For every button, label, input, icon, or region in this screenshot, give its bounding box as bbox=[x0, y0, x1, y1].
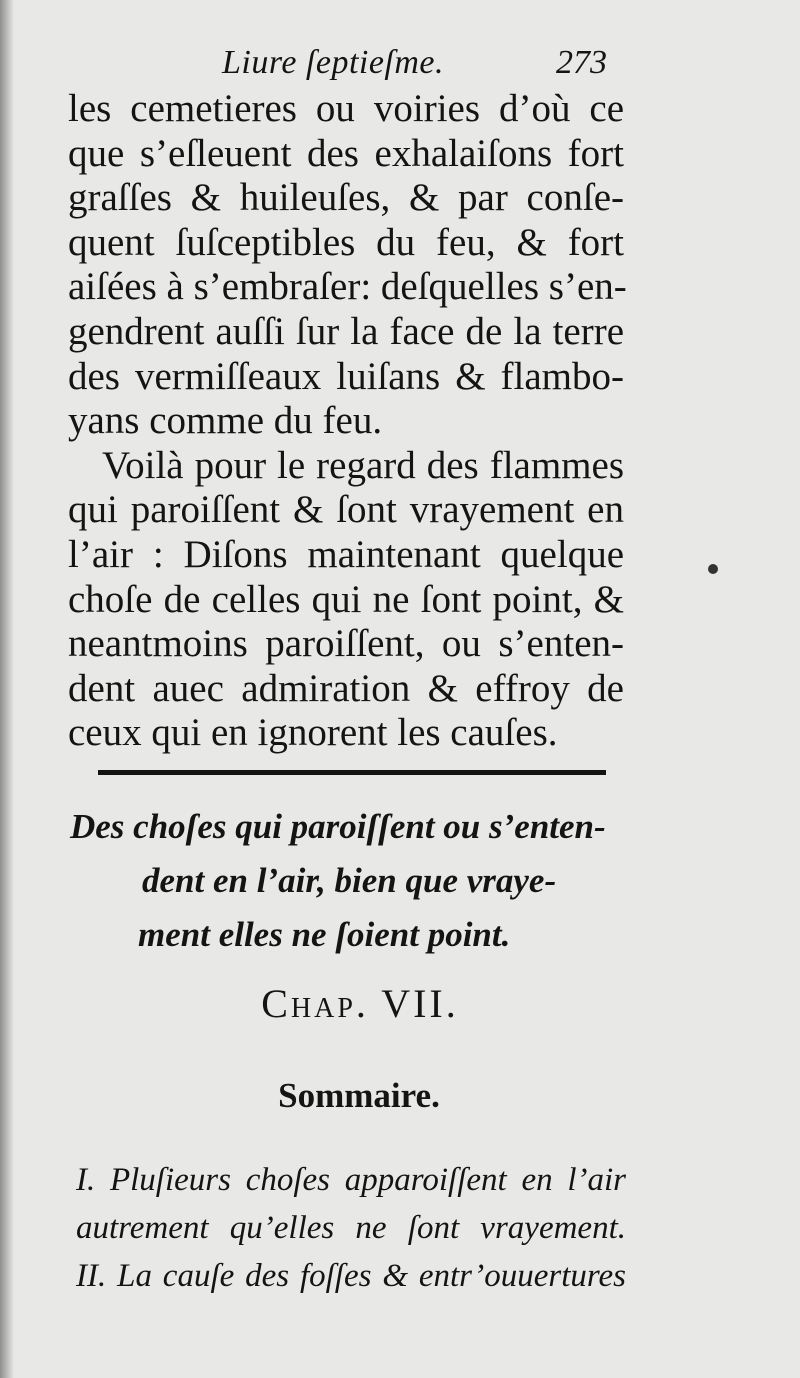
text-line: dent auec admiration & effroy de bbox=[68, 666, 624, 710]
text-line: l’air : Diſons maintenant quelque bbox=[68, 532, 624, 576]
text-line: graſſes & huileuſes, & par conſe- bbox=[68, 176, 624, 220]
body-text bbox=[68, 87, 627, 756]
chapter-title bbox=[70, 800, 630, 962]
chapter-heading-prefix: Chap. bbox=[261, 981, 369, 1026]
summary-line: I. Pluſieurs choſes apparoiſſent en l’air bbox=[76, 1162, 626, 1198]
text-line: Voilà pour le regard des flammes bbox=[102, 443, 624, 487]
text-line: aiſées à s’embraſer: deſquelles s’en- bbox=[68, 265, 627, 309]
text-line: ceux qui en ignorent les cauſes. bbox=[68, 711, 558, 755]
running-title: Liure ſeptieſme. bbox=[222, 44, 445, 81]
summary-line: autrement qu’elles ne ſont vrayement. bbox=[76, 1210, 626, 1246]
text-line: neantmoins paroiſſent, ou s’enten- bbox=[68, 622, 624, 666]
page-number: 273 bbox=[556, 44, 607, 81]
text-line: choſe de celles qui ne ſont point, & bbox=[68, 577, 624, 621]
text-line: yans comme du feu. bbox=[68, 399, 383, 443]
sommaire-heading: Sommaire. bbox=[278, 1076, 440, 1115]
text-line: qui paroiſſent & ſont vrayement en bbox=[68, 488, 624, 532]
chapter-title-line: dent en l’air, bien que vraye- bbox=[142, 861, 557, 900]
text-line: des vermiſſeaux luiſans & flambo- bbox=[68, 354, 624, 398]
chapter-title-line: Des choſes qui paroiſſent ou s’enten- bbox=[70, 807, 606, 846]
page-edge-shadow bbox=[0, 0, 14, 1378]
summary-line: II. La cauſe des foſſes & entr’ouuertures bbox=[76, 1258, 626, 1294]
ink-speck bbox=[708, 564, 718, 574]
section-rule bbox=[98, 770, 606, 775]
summary-list bbox=[76, 1156, 626, 1300]
chapter-title-line: ment elles ne ſoient point. bbox=[138, 915, 511, 954]
text-line: quent ſuſceptibles du feu, & fort bbox=[68, 220, 624, 264]
chapter-heading-number: VII. bbox=[381, 981, 459, 1026]
chapter-heading bbox=[0, 980, 800, 1027]
text-line: que s’eſleuent des exhalaiſons fort bbox=[68, 131, 624, 175]
text-line: gendrent auſſi ſur la face de la terre bbox=[68, 309, 624, 353]
text-line: les cemetieres ou voiries d’où ce bbox=[68, 87, 624, 130]
